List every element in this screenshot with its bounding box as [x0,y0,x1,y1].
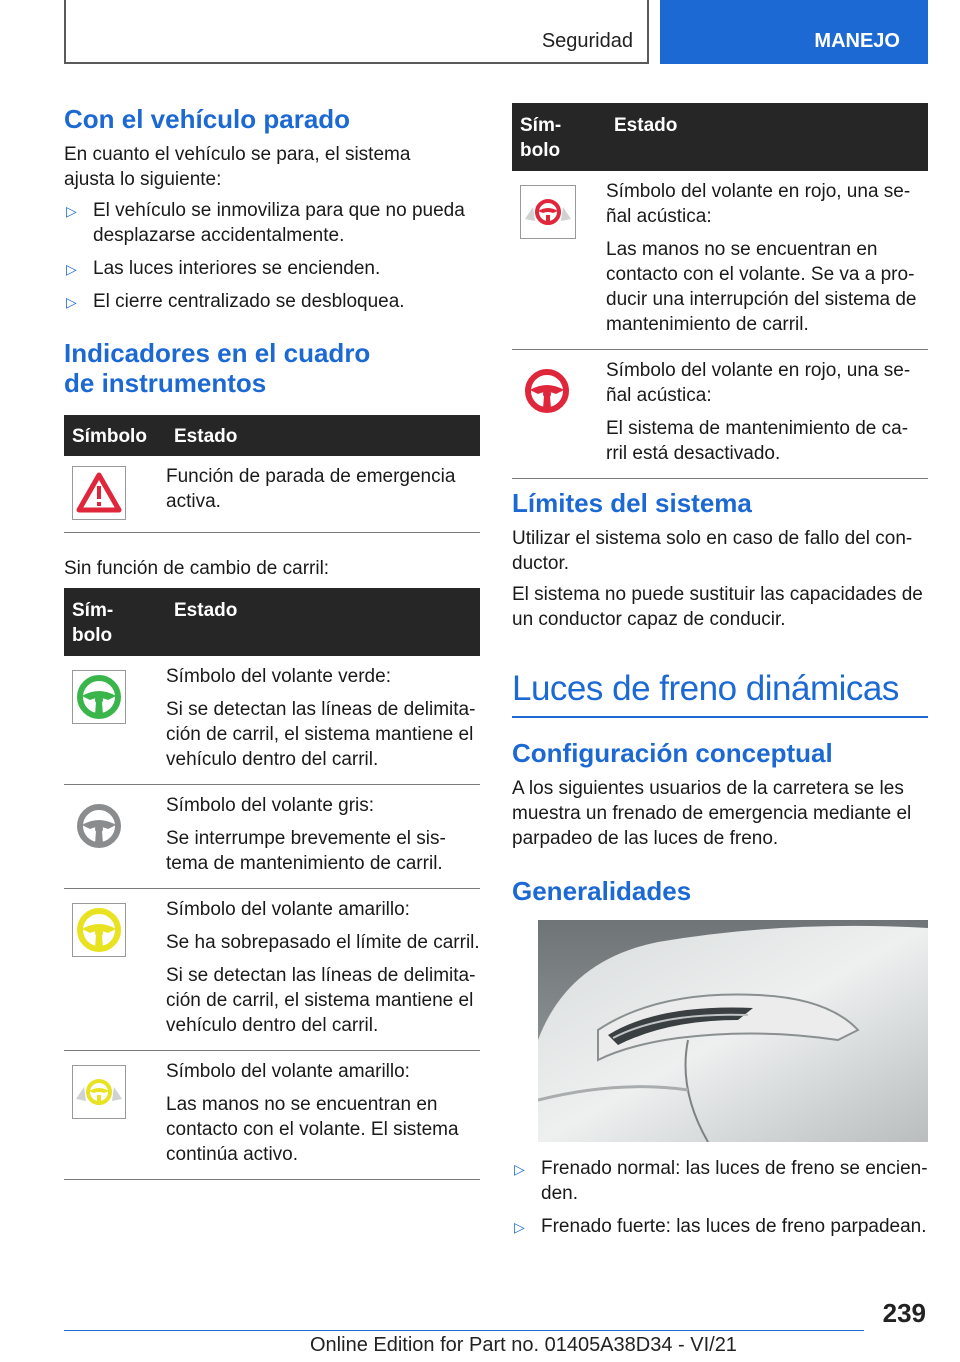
steering-wheel-red-icon [520,364,574,418]
state-text: Símbolo del volante amarillo: [166,899,410,920]
triangle-bullet-icon: ▷ [66,261,77,277]
state-text: Función de parada de emergencia activa. [166,466,456,512]
indicator-table-lane-continued [512,103,928,479]
paragraph-concept: A los siguientes usuarios de la carretera se les muestra un frenado de emergencia mediante el parpadeo de las luces de freno. [512,778,912,849]
list-item: ▷ El cierre centralizado se desbloquea. [64,289,480,314]
header-section-box [64,0,649,64]
heading-vehicle-stopped: Con el vehículo parado [64,104,351,134]
steering-wheel-yellow-icon [72,903,126,957]
state-text: Símbolo del volante en rojo, una se-ñal acústica: [606,181,911,227]
state-text: Las manos no se encuentran en contacto con el volante. Se va a pro-ducir una interrupción del sistema de mantenimiento de carril. [606,239,917,335]
table-row [64,785,480,889]
column-header-symbol: Sím- bolo [512,103,606,171]
steering-wheel-hands-red-icon [520,185,576,239]
state-text: Se interrumpe brevemente el sis-tema de mantenimiento de carril. [166,828,446,874]
state-text: Las manos no se encuentran en contacto con el volante. El sistema continúa activo. [166,1094,459,1165]
paragraph-limits-1: Utilizar el sistema solo en caso de fallo del con-ductor. [512,528,913,574]
footer-edition: Online Edition for Part no. 01405A38D34 - VI/21 [310,1334,737,1356]
paragraph-limits-2: El sistema no puede sustituir las capacidades de un conductor capaz de conducir. [512,584,923,630]
bullet-list-brake [512,1156,928,1239]
state-text: Símbolo del volante en rojo, una se-ñal acústica: [606,360,911,406]
header-chapter-label: MANEJO [814,29,900,52]
table-row [64,656,480,785]
triangle-bullet-icon: ▷ [66,294,77,310]
list-item: ▷ Las luces interiores se encienden. [64,256,480,281]
page-number: 239 [882,1298,926,1328]
list-item: ▷ Frenado fuerte: las luces de freno parpadean. [512,1214,928,1239]
triangle-bullet-icon: ▷ [514,1219,525,1235]
header-section-title: Seguridad [541,30,633,52]
table-row [64,889,480,1051]
footer-divider [64,1330,864,1331]
table-row [512,350,928,479]
column-header-state: Estado [606,103,928,171]
state-text: Si se detectan las líneas de delimita-ción de carril, el sistema mantiene el vehículo dentro del carril. [166,965,476,1036]
table-row [512,171,928,350]
bullet-list-stopped [64,198,480,314]
indicator-table-lane [64,588,480,1180]
state-text: Símbolo del volante gris: [166,795,375,816]
table-row [64,456,480,533]
heading-indicators: Indicadores en el cuadro de instrumentos [64,338,371,398]
state-text: Símbolo del volante amarillo: [166,1061,410,1082]
steering-wheel-green-icon [72,670,126,724]
car-tail-light-image [538,920,928,1142]
table-row [64,1051,480,1180]
state-text: Se ha sobrepasado el límite de carril. [166,932,480,953]
list-item: ▷ El vehículo se inmoviliza para que no pueda desplazarse accidentalmente. [66,200,465,246]
column-header-symbol: Símbolo [64,415,166,456]
warning-triangle-icon [72,466,126,520]
triangle-bullet-icon: ▷ [66,203,77,219]
steering-wheel-gray-icon [72,799,126,853]
heading-general: Generalidades [512,876,692,906]
paragraph-vehicle-stopped: En cuanto el vehículo se para, el sistema ajusta lo siguiente: [64,144,411,190]
heading-concept: Configuración conceptual [512,738,833,768]
state-text: El sistema de mantenimiento de ca-rril está desactivado. [606,418,909,464]
list-item: ▷ Frenado normal: las luces de freno se encien-den. [514,1158,928,1204]
paragraph-no-lane-change: Sin función de cambio de carril: [64,558,330,579]
column-header-state: Estado [166,588,480,656]
steering-wheel-hands-yellow-icon [72,1065,126,1119]
header-chapter-tab[interactable] [660,0,928,64]
state-text: Si se detectan las líneas de delimita-ción de carril, el sistema mantiene el vehículo dentro del carril. [166,699,476,770]
column-header-symbol: Sím- bolo [64,588,166,656]
heading-dynamic-brake-lights: Luces de freno dinámicas [512,668,928,718]
indicator-table-emergency [64,415,480,533]
triangle-bullet-icon: ▷ [514,1161,525,1177]
heading-system-limits: Límites del sistema [512,488,752,518]
column-header-state: Estado [166,415,480,456]
state-text: Símbolo del volante verde: [166,666,391,687]
